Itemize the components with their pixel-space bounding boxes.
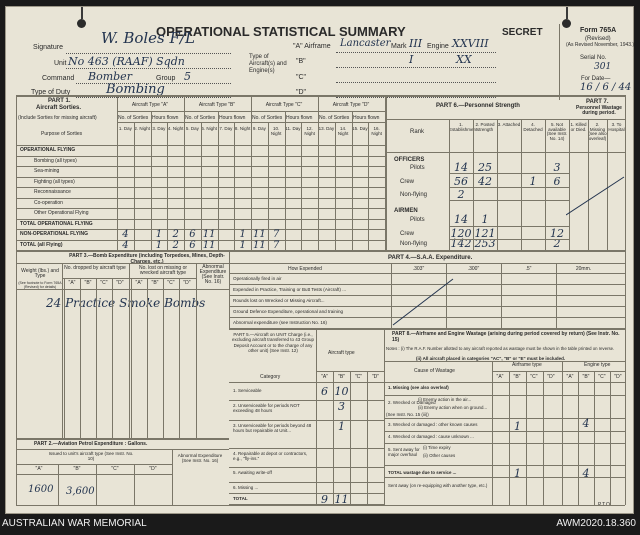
command-value: Bomber — [88, 70, 132, 83]
part7-col-header: 2. Missing (see also overleaf) — [588, 122, 607, 141]
part5-type: "D" — [371, 374, 380, 380]
column-number: 1. Day — [118, 126, 132, 131]
saa-cancel-stroke — [391, 275, 456, 327]
calibre-header: .303" — [412, 266, 425, 272]
part3-abnormal-header: Abnormal Expenditure (See Instr. No. 16) — [199, 264, 227, 285]
part3-title: PART 3.—Bomb Expenditure (including Torpedoes, Mines, Depth-Charges, etc.) — [69, 253, 225, 265]
aircraft-count: 9 — [321, 493, 328, 506]
column-number: 4. Night — [167, 126, 184, 131]
aircraft-count: 10 — [334, 385, 349, 398]
sortie-row-label: NON-OPERATIONAL FLYING — [20, 231, 88, 237]
calibre-header: .300" — [467, 266, 480, 272]
sortie-row-label: Bombing (all types) — [34, 157, 77, 164]
part7-col-header: 1. Killed or Died. — [570, 122, 587, 132]
saa-row-label: Ground Defence Expenditure, operational and training — [233, 309, 344, 314]
row-b-mark: I — [409, 53, 414, 66]
sub-sorties: No. of Sorties — [319, 115, 350, 121]
unit-value: No 463 (RAAF) Sqdn — [68, 55, 185, 68]
part4-title: PART 4.—S.A.A. Expenditure. — [388, 255, 473, 261]
sortie-row-label: TOTAL OPERATIONAL FLYING — [20, 220, 93, 227]
form-revised-date: (As Revised November, 1943.) — [566, 42, 635, 48]
pto-label: P.T.O. — [598, 502, 612, 508]
personnel-value: 1 — [481, 213, 489, 226]
part1-title2: Aircraft Sorties. — [36, 105, 82, 111]
part2-type: "C" — [111, 466, 119, 472]
officers-label: OFFICERS — [394, 157, 425, 163]
nonop-value: 11 — [202, 229, 216, 240]
part8-type: "A" — [496, 374, 504, 380]
date-label: For Date— — [581, 76, 611, 82]
personnel-value: 3 — [553, 161, 561, 174]
saa-row-label: Operationally fired in air — [233, 276, 282, 281]
nonop-value: 7 — [272, 229, 280, 240]
calibre-header: 20mm. — [575, 266, 592, 272]
unit-label: Unit — [54, 60, 67, 67]
part8-engine: Engine type — [584, 362, 611, 368]
sub-sorties: No. of Sorties — [118, 115, 149, 121]
part6-col-header: 3. Attached — [497, 122, 521, 127]
aircraft-type-b-header: Aircraft Type "B" — [198, 102, 236, 108]
column-number: 5. Day — [185, 126, 199, 131]
part3-type: "A" — [68, 280, 76, 286]
binder-pin-left — [81, 7, 83, 19]
part8-type: "A" — [566, 374, 574, 380]
part7-title: PART 7. — [586, 99, 609, 105]
part2-abnormal: Abnormal Expenditure (See Instr. No. 16) — [177, 453, 223, 463]
part8-title: PART 8.—Airframe and Engine Wastage (arising during period covered by return) (See Instr. No. 15) — [392, 331, 620, 343]
part3-type: "D" — [116, 280, 124, 286]
engine-label: Engine — [427, 43, 449, 50]
aircraft-count: 3 — [338, 400, 345, 413]
part1-note: (Include Sorties for missing aircraft) — [18, 115, 97, 121]
petrol-a: 1600 — [28, 484, 54, 495]
wastage-row-label: 3. Wrecked or damaged : other known causes — [388, 422, 478, 427]
column-number: 8. Night — [234, 126, 251, 131]
column-number: 15. Day — [352, 126, 368, 131]
part3-lost-header: No. lost on missing or wrecked aircraft type — [138, 265, 188, 276]
part2-type: "D" — [149, 466, 157, 472]
nonop-value: 6 — [189, 229, 196, 240]
sub-sorties: No. of Sorties — [185, 115, 216, 121]
wrecked-airframe-value: 1 — [514, 420, 521, 433]
part5-row-label: 2. Unserviceable for periods NOT exceeding 48 hours — [233, 403, 300, 414]
serial-value: 301 — [594, 62, 612, 72]
part5-row-label: 3. Unserviceable for periods beyond 48 hours but repairable at Unit... — [233, 423, 312, 434]
command-label: Command — [42, 75, 75, 82]
part5-row-label: 4. Repairable at depot or contractors, e.g., "fly-ins." — [233, 451, 308, 462]
aircraft-count: 1 — [338, 420, 345, 433]
column-number: 7. Day — [219, 126, 233, 131]
column-number: 2. Night — [134, 126, 150, 131]
sortie-row-label: Sea-mining — [34, 168, 60, 174]
part6-row-label: Pilots — [410, 165, 425, 171]
form-number: Form 765A — [580, 27, 617, 34]
part5-row-label: TOTAL — [233, 496, 248, 501]
form-revised: (Revised) — [585, 36, 611, 42]
column-number: 13. Day — [318, 126, 335, 131]
aircraft-count: 6 — [321, 385, 328, 398]
part2-title: PART 2.—Aviation Petrol Expenditure : Gallons. — [34, 441, 148, 447]
total-value: 6 — [189, 239, 196, 251]
column-number: 3. Day — [152, 126, 166, 131]
footer-right: AWM2020.18.360 — [556, 518, 636, 529]
nonop-value: 1 — [239, 229, 246, 240]
row-a-airframe: Lancaster — [340, 38, 391, 49]
wastage-row-label: (i) Enemy action in the air... — [418, 397, 472, 402]
signature-value: W. Boles F/L — [101, 29, 195, 47]
wastage-row-label: 5. Sent away for major overhaul — [388, 447, 420, 458]
form-title: OPERATIONAL STATISTICAL SUMMARY — [156, 24, 406, 39]
part8-cause: Cause of Wastage — [414, 368, 455, 374]
column-number: 6. Night — [201, 126, 217, 131]
part5-type: "A" — [321, 374, 328, 380]
part6-row-label: Non-flying — [400, 192, 428, 198]
part3-type: "D" — [183, 280, 191, 286]
part6-title: PART 6.—Personnel Strength — [436, 103, 520, 109]
nonop-value: 4 — [122, 229, 129, 240]
personnel-value: 2 — [553, 237, 561, 250]
part6-col-header: 4. Detached — [523, 122, 543, 132]
part3-type: "B" — [151, 280, 159, 286]
part6-col-header: 2. Posted strength — [475, 122, 495, 132]
part8-type: "D" — [547, 374, 555, 380]
binder-hole-left — [77, 19, 86, 28]
part2-type: "B" — [73, 466, 81, 472]
footer-left: AUSTRALIAN WAR MEMORIAL — [2, 518, 147, 529]
calibre-header: .5" — [525, 266, 532, 272]
part3-weight-header: Weight (lbs.) and Type — [21, 268, 59, 279]
part6-row-label: Pilots — [410, 217, 425, 223]
personnel-value: 12 — [550, 227, 564, 240]
personnel-value: 2 — [457, 188, 465, 201]
sortie-row-label: Fighting (all types) — [34, 178, 75, 185]
wastage-row-label: 4. Wrecked or damaged : cause unknown ... — [388, 434, 474, 439]
binder-hole-right — [562, 19, 571, 28]
personnel-value: 120 — [450, 227, 472, 240]
wastage-row-label: (ii) Other causes — [423, 453, 456, 458]
total-engine-value: 4 — [582, 467, 590, 480]
part5-title: PART 5.—Aircraft on UNIT Charge (i.e., excluding aircraft transferred to 43 Group Deposit Account or to the charge of any other unit) (See Instr. 12) — [231, 332, 315, 354]
part2-issued: Issued to unit's aircraft type (See Instr. No. 10) — [48, 451, 134, 461]
rank-header: Rank — [410, 129, 425, 135]
sub-hours: Hours flown — [219, 115, 246, 121]
serial-label: Serial No. — [580, 55, 607, 61]
part5-type: "C" — [354, 374, 363, 380]
part8-airframe: Airframe type — [512, 362, 542, 368]
row-d-label: "D" — [296, 89, 307, 96]
total-value: 11 — [202, 239, 216, 251]
sortie-row-label: Reconnaissance — [34, 189, 71, 195]
total-value: 11 — [253, 239, 266, 251]
wastage-row-label: (ii) Enemy action when on ground... — [418, 405, 488, 410]
mark-value: III — [409, 37, 423, 50]
personnel-value: 56 — [454, 175, 468, 188]
purpose-header: Purpose of Sorties — [41, 131, 83, 137]
part7-title2: Personnel Wastage during period. — [576, 105, 622, 116]
secret-label: SECRET — [502, 27, 543, 38]
part3-type: "C" — [100, 280, 108, 286]
part3-entry: 24 Practice Smoke Bombs — [46, 296, 206, 310]
wastage-row-label: (i) Time expiry — [423, 445, 451, 450]
binder-pin-right — [566, 7, 568, 19]
part6-row-label: Crew — [400, 179, 415, 185]
column-number: 12. Night — [304, 126, 315, 136]
part6-row-label: Non-flying — [400, 241, 428, 247]
column-number: 9. Day — [252, 126, 266, 131]
part5-row-label: 5. Awaiting write-off — [233, 470, 272, 475]
engine-value: XXVIII — [452, 37, 489, 50]
nonop-value: 1 — [155, 229, 163, 240]
part3-type: "C" — [167, 280, 175, 286]
total-value: 7 — [272, 239, 280, 251]
form-sheet — [5, 6, 634, 514]
column-number: 10. Night — [270, 126, 282, 136]
sortie-row-label: Co-operation — [34, 199, 63, 206]
part5-row-label: 1. Serviceable — [233, 388, 262, 393]
column-number: 11. Day — [285, 126, 301, 131]
part8-type: "C" — [598, 374, 606, 380]
part5-type: "B" — [338, 374, 345, 380]
sortie-row-label: TOTAL (all Flying) — [20, 241, 63, 248]
total-airframe-value: 1 — [514, 467, 521, 480]
row-b-engine: XX — [456, 53, 472, 66]
nonop-value: 11 — [253, 229, 266, 240]
personnel-value: 1 — [529, 175, 537, 188]
personnel-value: 6 — [553, 175, 561, 188]
personnel-value: 14 — [454, 213, 468, 226]
total-value: 4 — [122, 239, 129, 251]
wrecked-engine-value: 4 — [582, 417, 590, 430]
total-value: 1 — [155, 239, 163, 251]
saa-row-label: Abnormal expenditure (see Instruction No. 16) — [233, 320, 327, 325]
part8-type: "D" — [614, 374, 622, 380]
personnel-value: 121 — [474, 227, 496, 240]
personnel-value: 25 — [478, 161, 492, 174]
part8-note1: Notes : (i) The R.A.F. Number allotted to any aircraft reported as wastage must be shown in the table printed on reverse. — [386, 346, 615, 351]
personnel-value: 253 — [474, 237, 496, 250]
part8-type: "C" — [530, 374, 538, 380]
part8-type: "B" — [582, 374, 590, 380]
column-number: 16. Night — [371, 126, 382, 136]
part3-type: "A" — [135, 280, 143, 286]
wastage-row-label: (See Instr. No. 15 (iii)) — [386, 412, 429, 417]
part6-col-header: 1. Establishment — [449, 122, 478, 132]
part4-how-header: How Expended — [288, 266, 322, 272]
column-number: 14. Night — [337, 126, 349, 136]
part5-aircraft-type: Aircraft type — [328, 350, 355, 356]
wastage-row-label: Sent away (on re-equipping with another type, etc.) — [388, 483, 488, 488]
wastage-row-label: 1. Missing (see also overleaf) — [388, 385, 449, 390]
personnel-value: 142 — [450, 237, 472, 250]
saa-row-label: Rounds lost on Wrecked or Missing Aircraft... — [233, 298, 325, 303]
aircraft-count: 11 — [334, 493, 349, 506]
part7-col-header: 3. To Hospital — [608, 122, 625, 132]
part8-type: "B" — [513, 374, 521, 380]
sub-hours: Hours flown — [353, 115, 380, 121]
part5-row-label: 6. Missing ... — [233, 485, 259, 490]
part5-category: Category — [260, 374, 281, 380]
duty-value: Bombing — [106, 82, 165, 97]
part1-title: PART 1. — [48, 98, 71, 104]
airmen-label: AIRMEN — [394, 208, 418, 214]
sortie-row-label: OPERATIONAL FLYING — [20, 147, 76, 153]
nonop-value: 2 — [172, 229, 179, 240]
aircraft-label: Type of Aircraft(s) and Engine(s) — [249, 54, 287, 75]
personnel-value: 42 — [478, 175, 492, 188]
aircraft-type-c-header: Aircraft Type "C" — [265, 102, 303, 108]
group-label: Group — [156, 75, 176, 82]
part6-col-header: 5. Not available (See Instr. No. 14) — [546, 122, 568, 141]
part2-type: "A" — [35, 466, 43, 472]
row-a-label: "A" Airframe — [293, 43, 331, 50]
part7-cancel-stroke — [566, 157, 626, 217]
part3-weight-note: (See footnote to Form 765A (Revised) for details) — [18, 281, 62, 289]
group-value: 5 — [184, 70, 191, 83]
sub-hours: Hours flown — [286, 115, 313, 121]
part3-type: "B" — [84, 280, 92, 286]
row-b-label: "B" — [296, 58, 306, 65]
signature-label: Signature — [33, 44, 63, 51]
part3-dropped-header: No. dropped by aircraft type — [64, 265, 126, 271]
aircraft-type-d-header: Aircraft Type "D" — [332, 102, 370, 108]
wastage-row-label: TOTAL wastage due to service ... — [388, 470, 457, 475]
wastage-row-label: 2. Wrecked or Damaged — [388, 400, 436, 405]
part8-note2: (ii) All aircraft placed in categories "AC", "B" or "E" must be included. — [416, 356, 566, 361]
part6-row-label: Crew — [400, 231, 415, 237]
row-c-label: "C" — [296, 74, 307, 81]
personnel-value: 14 — [454, 161, 468, 174]
petrol-b: 3,600 — [66, 486, 95, 497]
sortie-row-label: Other Operational Flying — [34, 210, 89, 216]
aircraft-type-a-header: Aircraft Type "A" — [131, 102, 169, 108]
total-value: 2 — [172, 239, 179, 251]
saa-row-label: Expended in Practice, Training or Butt Tests (Aircraft) ... — [233, 287, 347, 292]
date-value: 16 / 6 / 44 — [580, 82, 632, 93]
total-value: 1 — [239, 239, 246, 251]
sub-hours: Hours flown — [152, 115, 179, 121]
sub-sorties: No. of Sorties — [252, 115, 283, 121]
duty-label: Type of Duty — [31, 89, 71, 96]
mark-label: Mark — [391, 43, 407, 50]
